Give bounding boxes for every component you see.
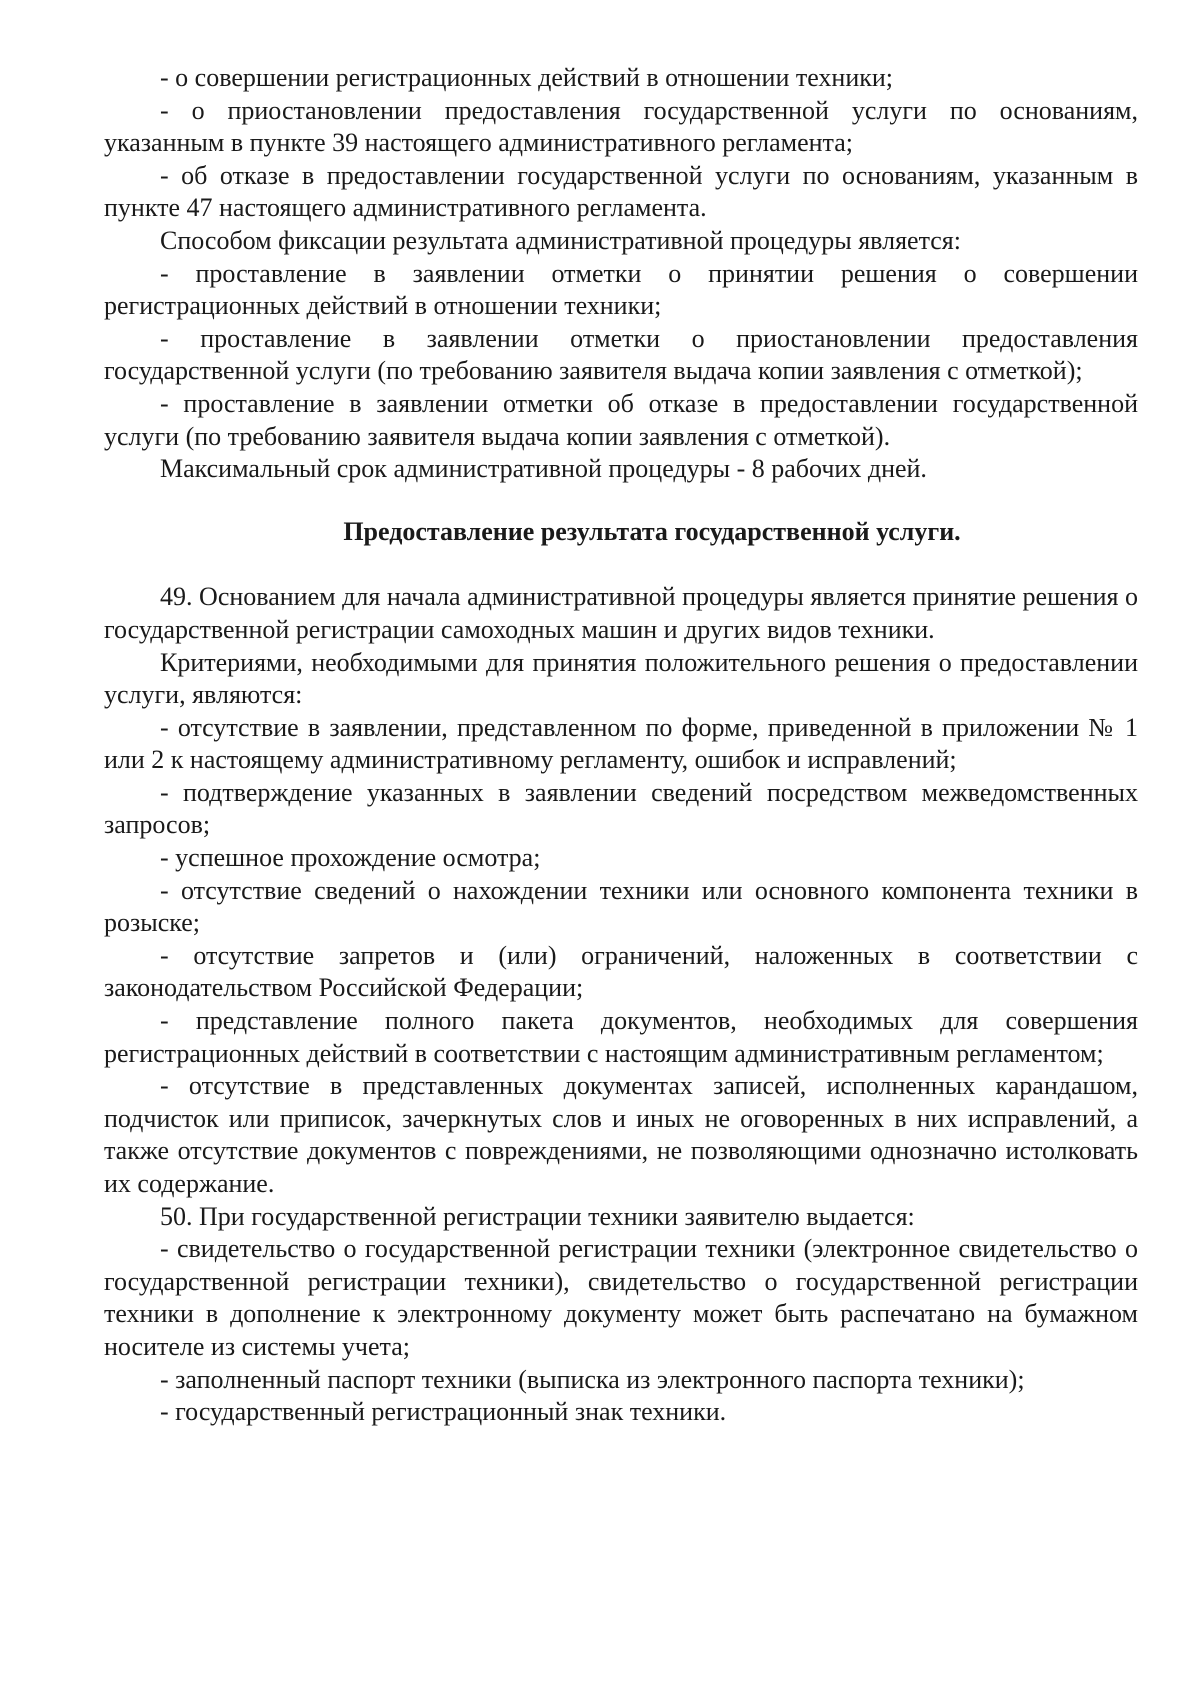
list-item-certificate: - свидетельство о государственной регистрации техники (электронное свидетельство о государственной регистрации техники), свидетельство о государственной регистрации техники в дополнение к электронному документу может быть распечатано на бумажном носителе из системы учета;	[104, 1234, 1138, 1361]
list-item-confirmation: - подтверждение указанных в заявлении сведений посредством межведомственных запросов;	[104, 777, 1138, 840]
paragraph-49: 49. Основанием для начала административной процедуры является принятие решения о государственной регистрации самоходных машин и других видов техники.	[104, 582, 1138, 644]
paragraph-fixation-method: Способом фиксации результата административной процедуры является:	[160, 225, 961, 255]
document-body	[104, 62, 1138, 1429]
list-item-mark-suspension: - проставление в заявлении отметки о приостановлении предоставления государственной услуги (по требованию заявителя выдача копии заявления с отметкой);	[104, 323, 1138, 386]
section-heading: Предоставление результата государственной услуги.	[343, 516, 961, 546]
list-item-registration-actions: - о совершении регистрационных действий в отношении техники;	[160, 63, 894, 92]
paragraph-max-duration: Максимальный срок административной процедуры - 8 рабочих дней.	[160, 454, 927, 484]
list-item-mark-refusal: - проставление в заявлении отметки об отказе в предоставлении государственной услуги (по требованию заявителя выдача копии заявления с отметкой).	[104, 388, 1138, 451]
list-item-mark-decision: - проставление в заявлении отметки о принятии решения о совершении регистрационных действий в отношении техники;	[104, 258, 1138, 321]
list-item-no-errors: - отсутствие в заявлении, представленном по форме, приведенной в приложении № 1 или 2 к настоящему административному регламенту, ошибок и исправлений;	[104, 712, 1138, 775]
paragraph-criteria: Критериями, необходимыми для принятия положительного решения о предоставлении услуги, являются:	[104, 647, 1138, 710]
paragraph-50: 50. При государственной регистрации техники заявителю выдается:	[160, 1201, 915, 1231]
list-item-plate: - государственный регистрационный знак техники.	[160, 1397, 727, 1427]
list-item-no-restrictions: - отсутствие запретов и (или) ограничений, наложенных в соответствии с законодательством Российской Федерации;	[104, 940, 1138, 1003]
list-item-inspection: - успешное прохождение осмотра;	[160, 843, 541, 873]
list-item-passport: - заполненный паспорт техники (выписка из электронного паспорта техники);	[160, 1364, 1025, 1394]
list-item-suspension: - о приостановлении предоставления государственной услуги по основаниям, указанным в пункте 39 настоящего административного регламента;	[104, 95, 1138, 158]
list-item-refusal: - об отказе в предоставлении государственной услуги по основаниям, указанным в пункте 47 настоящего административного регламента.	[104, 160, 1138, 223]
list-item-no-corrections: - отсутствие в представленных документах записей, исполненных карандашом, подчисток или приписок, зачеркнутых слов и иных не оговоренных в них исправлений, а также отсутствие документов с повреждениями, не позволяющими однозначно истолковать их содержание.	[104, 1071, 1138, 1198]
list-item-not-wanted: - отсутствие сведений о нахождении техники или основного компонента техники в розыске;	[104, 875, 1138, 938]
list-item-full-package: - представление полного пакета документов, необходимых для совершения регистрационных действий в соответствии с настоящим административным регламентом;	[104, 1006, 1138, 1068]
